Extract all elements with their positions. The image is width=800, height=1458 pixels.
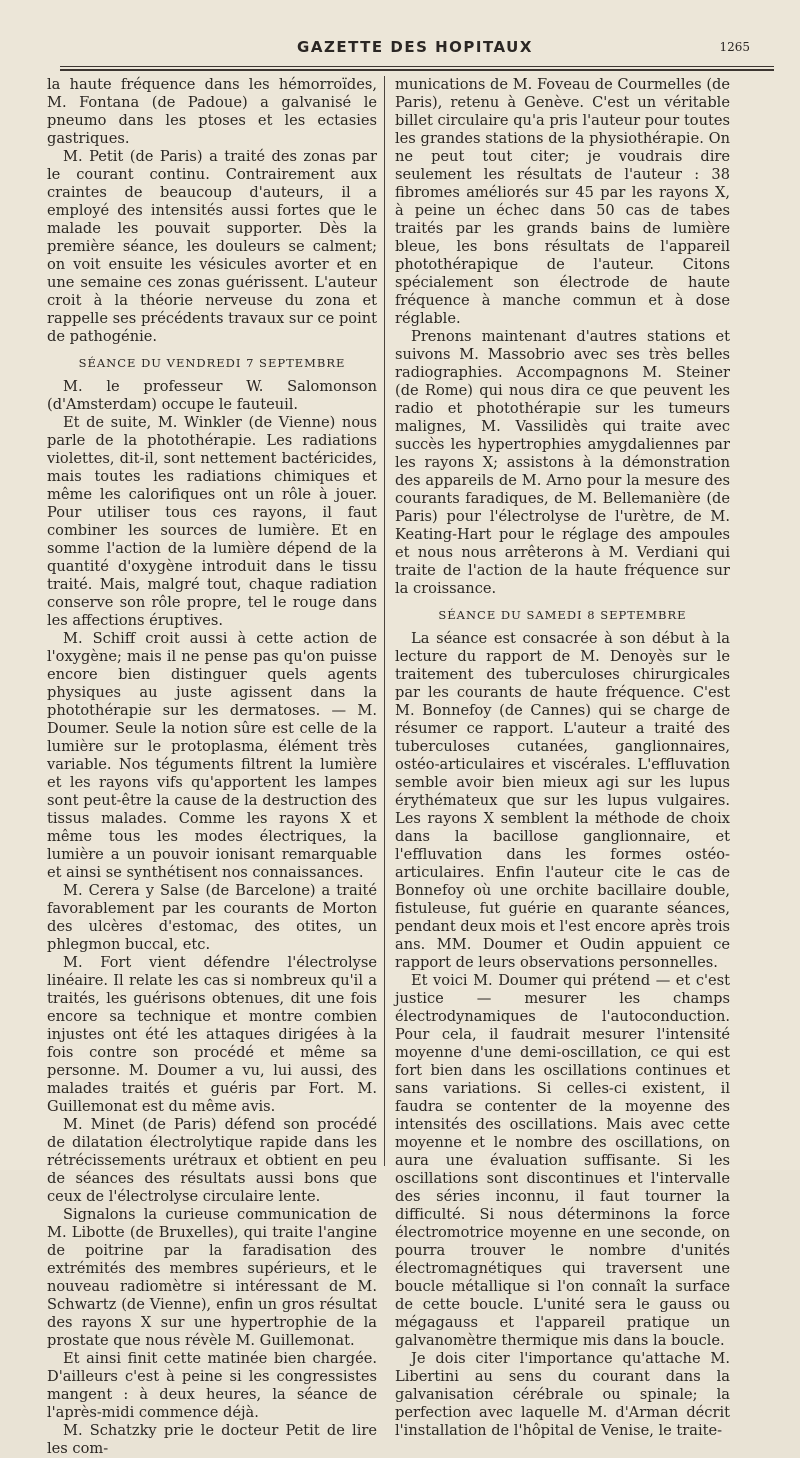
paragraph: La séance est consacrée à son début à la lecture du rapport de M. Denoyès sur le traitement des tuberculoses chirurgicales par les courants de haute fréquence. C'est M. Bonnefoy (de Cannes) qui se charge de résumer ce rapport. L'auteur a traité des tuberculoses cutanées, ganglionnaires, ostéo-articulaires et viscérales. L'effluvation semble avoir bien mieux agi sur les lupus érythémateux que sur les lupus vulgaires. Les rayons X semblent la méthode de choix dans la bacillose ganglionnaire, et l'effluvation dans les formes ostéo-articulaires. Enfin l'auteur cite le cas de Bonnefoy où une orchite bacillaire double, fistuleuse, fut guérie en quarante séances, pendant deux mois et l'est encore après trois ans. MM. Doumer et Oudin appuient ce rapport de leurs observations personnelles. [395,630,730,971]
paragraph: Et ainsi finit cette matinée bien chargée. D'ailleurs c'est à peine si les congressistes mangent : à deux heures, la séance de l'après-midi commence déjà. [47,1350,377,1421]
header-rule-thin [60,66,774,67]
paragraph: Et voici M. Doumer qui prétend — et c'est justice — mesurer les champs électrodynamiques de l'autoconduction. Pour cela, il faudrait mesurer l'intensité moyenne d'une demi-oscillation, ce qui est fort bien dans les oscillations continues et sans variations. Si celles-ci existent, il faudra se contenter de la moyenne des intensités des oscillations. Mais avec cette moyenne et le nombre des oscillations, on aura une évaluation suffisante. Si les oscillations sont discontinues et l'intervalle des séries inconnu, il faut tourner la difficulté. Si nous déterminons la force électromotrice moyenne en une seconde, on pourra trouver le nombre d'unités électromagnétiques qui traversent une boucle métallique si l'on connaît la surface de cette boucle. L'unité sera le gauss ou mégagauss et l'appareil pratique un galvanomètre thermique mis dans la boucle. [395,972,730,1349]
paragraph: M. le professeur W. Salomonson (d'Amsterdam) occupe le fauteuil. [47,378,377,413]
paragraph: M. Cerera y Salse (de Barcelone) a traité favorablement par les courants de Morton des ulcères d'estomac, des otites, un phlegmon buccal, etc. [47,882,377,953]
section-heading: SÉANCE DU VENDREDI 7 SEPTEMBRE [78,356,346,370]
paragraph: Prenons maintenant d'autres stations et suivons M. Massobrio avec ses très belles radiographies. Accompagnons M. Steiner (de Rome) qui nous dira ce que peuvent les radio et photothérapie sur les tumeurs malignes, M. Vassilidès qui traite avec succès les hypertrophies amygdaliennes par les rayons X; assistons à la démonstration des appareils de M. Arno pour la mesure des courants faradiques, de M. Bellemanière (de Paris) pour l'électrolyse de l'urètre, de M. Keating-Hart pour le réglage des ampoules et nous nous arrêterons à M. Verdiani qui traite de l'action de la haute fréquence sur la croissance. [395,328,730,597]
paragraph: munications de M. Foveau de Courmelles (de Paris), retenu à Genève. C'est un véritable billet circulaire qu'a pris l'auteur pour toutes les grandes stations de la physiothérapie. On ne peut tout citer; je voudrais dire seulement les résultats de l'auteur : 38 fibromes améliorés sur 45 par les rayons X, à peine un échec dans 50 cas de tabes traités par les grands bains de lumière bleue, les bons résultats de l'appareil photothérapique de l'auteur. Citons spécialement son électrode de haute fréquence à manche commun et à dose réglable. [395,76,730,327]
right-column [395,76,730,1439]
paragraph: la haute fréquence dans les hémorroïdes, M. Fontana (de Padoue) a galvanisé le pneumo dans les ptoses et les ectasies gastriques. [47,76,377,147]
paragraph: M. Schiff croit aussi à cette action de l'oxygène; mais il ne pense pas qu'on puisse encore bien distinguer quels agents physiques au juste agissent dans la photothérapie sur les dermatoses. — M. Doumer. Seule la notion sûre est celle de la lumière sur le protoplasma, élément très variable. Nos téguments filtrent la lumière et les rayons vifs qu'apportent les lampes sont peut-être la cause de la destruction des tissus malades. Comme les rayons X et même tous les modes électriques, la lumière a un pouvoir ionisant remarquable et ainsi se synthétisent nos connaissances. [47,630,377,881]
page-header [60,38,770,62]
header-rule-thick [60,69,774,71]
left-column [47,76,377,1457]
column-divider [384,76,385,1166]
paragraph: M. Schatzky prie le docteur Petit de lire les com- [47,1422,377,1457]
paragraph: M. Fort vient défendre l'électrolyse linéaire. Il relate les cas si nombreux qu'il a traités, les guérisons obtenues, dit une fois encore sa technique et montre combien injustes ont été les attaques dirigées à la fois contre son procédé et même sa personne. M. Doumer a vu, lui aussi, des malades traités et guéris par Fort. M. Guillemonat est du même avis. [47,954,377,1115]
section-heading: SÉANCE DU SAMEDI 8 SEPTEMBRE [438,608,687,622]
paragraph: M. Petit (de Paris) a traité des zonas par le courant continu. Contrairement aux craintes de beaucoup d'auteurs, il a employé des intensités aussi fortes que le malade les pouvait supporter. Dès la première séance, les douleurs se calment; on voit ensuite les vésicules avorter et en une semaine ces zonas guérissent. L'auteur croit à la théorie nerveuse du zona et rappelle ses précédents travaux sur ce point de pathogénie. [47,148,377,345]
paragraph: Je dois citer l'importance qu'attache M. Libertini au sens du courant dans la galvanisation cérébrale ou spinale; la perfection avec laquelle M. d'Arman décrit l'installation de l'hôpital de Venise, le traite- [395,1350,730,1439]
journal-title: GAZETTE DES HOPITAUX [297,38,533,56]
page-number: 1265 [719,40,750,54]
paragraph: Et de suite, M. Winkler (de Vienne) nous parle de la photothérapie. Les radiations violettes, dit-il, sont nettement bactéricides, mais toutes les radiations chimiques et même les calorifiques ont un rôle à jouer. Pour utiliser tous ces rayons, il faut combiner les sources de lumière. Et en somme l'action de la lumière dépend de la quantité d'oxygène introduit dans le tissu traité. Mais, malgré tout, chaque radiation conserve son rôle propre, tel le rouge dans les affections éruptives. [47,414,377,629]
paragraph: M. Minet (de Paris) défend son procédé de dilatation électrolytique rapide dans les rétrécissements urétraux et obtient en peu de séances des résultats aussi bons que ceux de l'électrolyse circulaire lente. [47,1116,377,1205]
paragraph: Signalons la curieuse communication de M. Libotte (de Bruxelles), qui traite l'angine de poitrine par la faradisation des extrémités des membres supérieurs, et le nouveau radiomètre si intéressant de M. Schwartz (de Vienne), enfin un gros résultat des rayons X sur une hypertrophie de la prostate que nous révèle M. Guillemonat. [47,1206,377,1349]
